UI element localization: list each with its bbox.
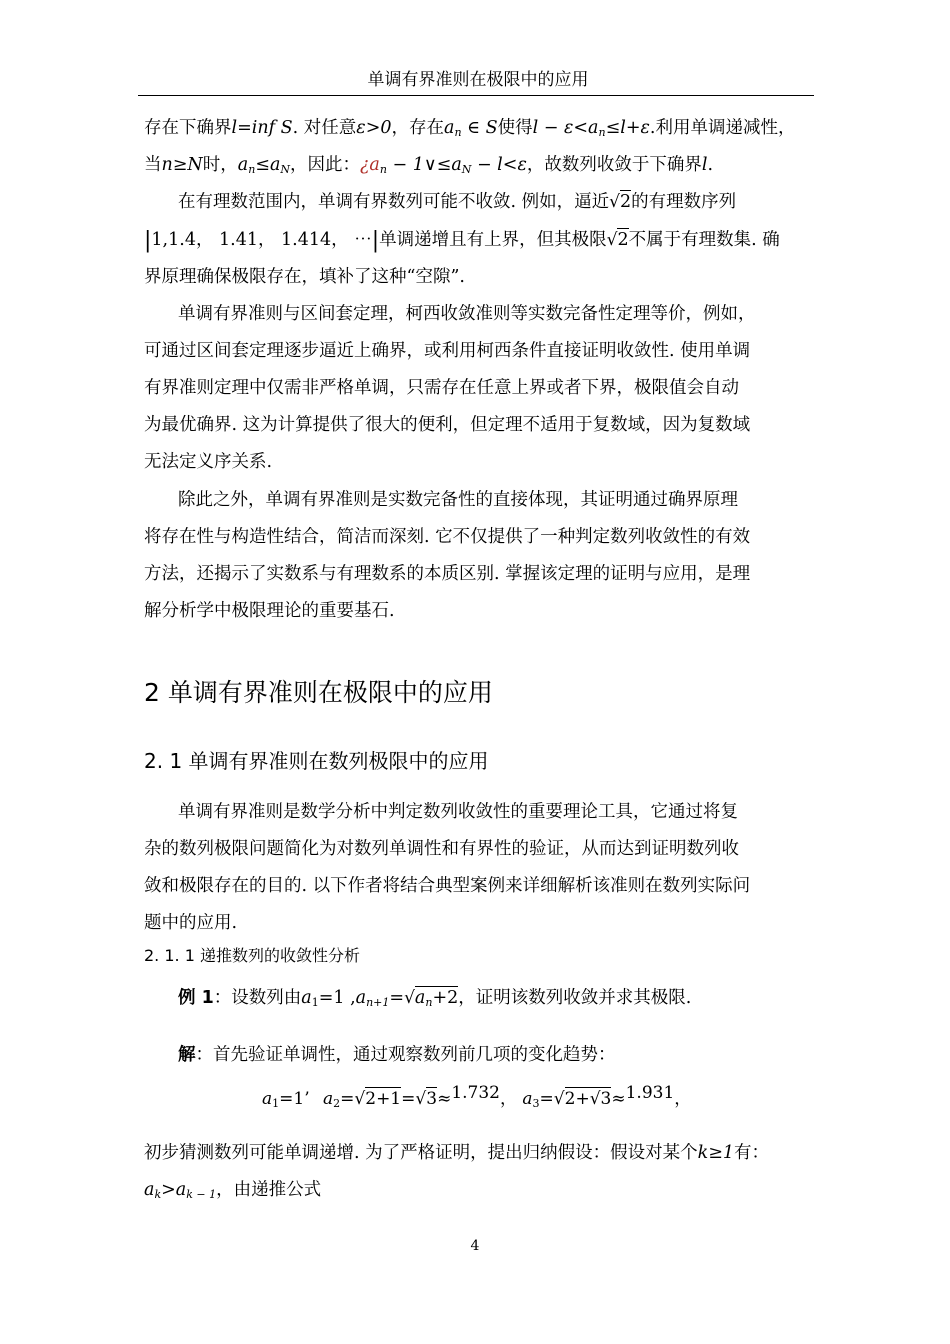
set-brace: |	[144, 228, 152, 253]
sqrt-symbol: √	[609, 192, 620, 212]
solution-label: 解	[178, 1045, 196, 1065]
sub-para-line-1: 单调有界准则是数学分析中判定数列收敛性的重要理论工具，它通过将复	[178, 802, 738, 822]
rational-line-3: 界原理确保极限存在，填补了这种“空隙”.	[144, 267, 465, 287]
section-heading: 2 单调有界准则在极限中的应用	[144, 678, 493, 707]
summary-line-2: 将存在性与构造性结合，简洁而深刻. 它不仅提供了一种判定数列收敛性的有效	[144, 527, 751, 547]
sqrt-symbol: √	[404, 988, 415, 1008]
summary-line-4: 解分析学中极限理论的重要基石.	[144, 601, 395, 621]
solution-formula: $a_1=1$’ $a_2=√2+1=√3\approx 1.732$， $a_3=√2+√3\approx 1.931$，	[262, 1083, 692, 1110]
sqrt-symbol: √	[553, 1089, 565, 1109]
sub-para-line-2: 杂的数列极限问题简化为对数列单调性和有界性的验证，从而达到证明数列收	[144, 839, 739, 859]
intro-line-2: 当n≥N时，$a_n\le a_N$，因此：¿$a_n$ − $1\vee\le a_N - l<\varepsilon$，故数列收敛于下确界l.	[144, 155, 714, 176]
sub-para-line-4: 题中的应用.	[144, 913, 238, 933]
subsection-heading: 2. 1 单调有界准则在数列极限中的应用	[144, 749, 489, 773]
solution-line: 解：首先验证单调性，通过观察数列前几项的变化趋势：	[178, 1045, 616, 1065]
sqrt-symbol: √	[606, 230, 618, 250]
guess-line-1: 初步猜测数列可能单调递增. 为了严格证明，提出归纳假设：假设对某个k≥1有：	[144, 1143, 770, 1163]
running-header: 单调有界准则在极限中的应用	[367, 70, 589, 90]
summary-line-3: 方法，还揭示了实数系与有理数系的本质区别. 掌握该定理的证明与应用，是理	[144, 564, 751, 584]
sqrt-symbol: √	[589, 1089, 601, 1109]
rational-line-2: |1,1.4， 1.41， 1.414， ⋯|单调递增且有上界，但其极限√2不属于有理数集. 确	[144, 228, 780, 253]
sqrt-symbol: √	[415, 1089, 427, 1109]
subsubsection-heading: 2. 1. 1 递推数列的收敛性分析	[144, 946, 360, 965]
equiv-line-3: 有界准则定理中仅需非严格单调，只需存在任意上界或者下界，极限值会自动	[144, 378, 739, 398]
header-rule	[138, 95, 814, 96]
equiv-line-2: 可通过区间套定理逐步逼近上确界，或利用柯西条件直接证明收敛性. 使用单调	[144, 341, 751, 361]
set-brace: |	[371, 228, 380, 253]
example-line: 例 1：设数列由$a_1=1$ $,a_{n+1}=√a_n+2$，证明该数列收敛并求其极限.	[178, 988, 692, 1009]
summary-line-1: 除此之外，单调有界准则是实数完备性的直接体现，其证明通过确界原理	[178, 490, 738, 510]
guess-line-2: $a_k>a_{k - 1}$，由递推公式	[144, 1180, 322, 1201]
equiv-line-5: 无法定义序关系.	[144, 452, 273, 472]
equiv-line-1: 单调有界准则与区间套定理，柯西收敛准则等实数完备性定理等价，例如，	[178, 304, 756, 324]
sub-para-line-3: 敛和极限存在的目的. 以下作者将结合典型案例来详细解析该准则在数列实际问	[144, 876, 751, 896]
rational-line-1: 在有理数范围内，单调有界数列可能不收敛. 例如，逼近√2的有理数序列	[178, 192, 737, 212]
sqrt-symbol: √	[354, 1089, 366, 1109]
intro-line-1: 存在下确界l=inf S. 对任意ε>0，存在$a_n$ ∈ S使得$l - \varepsilon<a_n\le l+\varepsilon$.利用单调递减性，	[144, 118, 796, 139]
example-label: 例 1	[178, 988, 214, 1008]
equiv-line-4: 为最优确界. 这为计算提供了很大的便利，但定理不适用于复数域，因为复数域	[144, 415, 751, 435]
page-number: 4	[470, 1238, 480, 1254]
